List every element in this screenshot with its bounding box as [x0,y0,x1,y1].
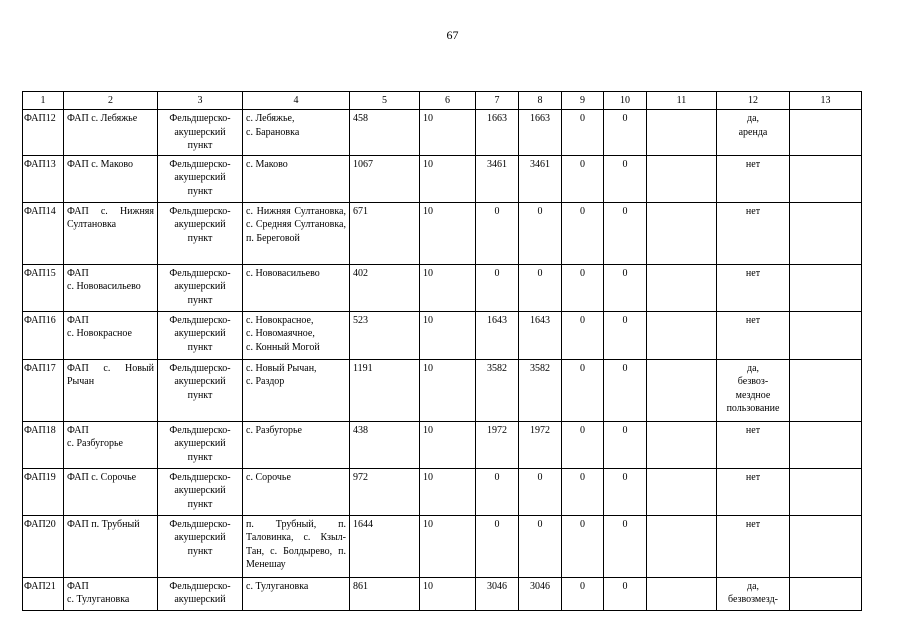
cell-col-11 [647,110,717,156]
cell-col-2: ФАП с. Новый Рычан [64,359,158,421]
cell-col-1: ФАП12 [23,110,64,156]
cell-col-12: нет [717,155,790,202]
column-header-4: 4 [243,92,350,110]
cell-col-11 [647,577,717,610]
cell-col-10: 0 [604,421,647,468]
cell-col-6: 10 [420,421,476,468]
page-number: 67 [446,28,459,42]
cell-col-2: ФАП с. Сорочье [64,468,158,515]
cell-col-9: 0 [562,311,604,359]
cell-col-1: ФАП14 [23,202,64,264]
cell-col-9: 0 [562,421,604,468]
cell-col-8: 3046 [519,577,562,610]
cell-col-6: 10 [420,468,476,515]
table-row [23,577,862,610]
column-header-13: 13 [790,92,862,110]
cell-col-9: 0 [562,202,604,264]
cell-col-9: 0 [562,515,604,577]
cell-col-13 [790,359,862,421]
cell-col-12: нет [717,421,790,468]
cell-col-3: Фельдшерско- акушерский пункт [158,421,243,468]
cell-col-8: 1643 [519,311,562,359]
column-header-11: 11 [647,92,717,110]
cell-col-3: Фельдшерско- акушерский пункт [158,110,243,156]
cell-col-5: 1644 [350,515,420,577]
cell-col-7: 1643 [476,311,519,359]
column-header-6: 6 [420,92,476,110]
column-header-3: 3 [158,92,243,110]
cell-col-6: 10 [420,515,476,577]
cell-col-5: 972 [350,468,420,515]
cell-col-10: 0 [604,577,647,610]
table-row [23,468,862,515]
cell-col-8: 0 [519,202,562,264]
cell-col-11 [647,359,717,421]
cell-col-4: с. Лебяжье, с. Барановка [243,110,350,156]
column-header-5: 5 [350,92,420,110]
column-header-8: 8 [519,92,562,110]
cell-col-6: 10 [420,155,476,202]
cell-col-9: 0 [562,264,604,311]
cell-col-4: с. Нижняя Султановка, с. Средняя Султановка, п. Береговой [243,202,350,264]
cell-col-3: Фельдшерско- акушерский пункт [158,359,243,421]
table-row [23,264,862,311]
column-header-1: 1 [23,92,64,110]
cell-col-3: Фельдшерско- акушерский [158,577,243,610]
cell-col-2: ФАП с. Нижняя Султановка [64,202,158,264]
cell-col-7: 0 [476,264,519,311]
table-row [23,110,862,156]
column-header-12: 12 [717,92,790,110]
cell-col-13 [790,202,862,264]
cell-col-8: 0 [519,264,562,311]
data-table [22,91,862,611]
cell-col-1: ФАП15 [23,264,64,311]
cell-col-2: ФАП с. Лебяжье [64,110,158,156]
cell-col-9: 0 [562,577,604,610]
cell-col-4: с. Новокрасное, с. Новомаячное, с. Конный Могой [243,311,350,359]
cell-col-8: 0 [519,515,562,577]
cell-col-10: 0 [604,515,647,577]
cell-col-4: п. Трубный, п. Таловинка, с. Кзыл-Тан, с. Болдырево, п. Менешау [243,515,350,577]
cell-col-4: с. Тулугановка [243,577,350,610]
cell-col-9: 0 [562,155,604,202]
cell-col-6: 10 [420,311,476,359]
cell-col-8: 3461 [519,155,562,202]
cell-col-6: 10 [420,577,476,610]
table-container [22,91,862,612]
column-header-2: 2 [64,92,158,110]
table-row [23,421,862,468]
cell-col-2: ФАП с. Тулугановка [64,577,158,610]
cell-col-13 [790,468,862,515]
cell-col-7: 1972 [476,421,519,468]
cell-col-12: нет [717,264,790,311]
cell-col-3: Фельдшерско- акушерский пункт [158,202,243,264]
cell-col-12: нет [717,468,790,515]
cell-col-9: 0 [562,468,604,515]
cell-col-10: 0 [604,468,647,515]
cell-col-12: да, безвозмезд- [717,577,790,610]
table-row [23,311,862,359]
cell-col-11 [647,311,717,359]
cell-col-1: ФАП16 [23,311,64,359]
cell-col-11 [647,264,717,311]
cell-col-2: ФАП с. Новокрасное [64,311,158,359]
cell-col-3: Фельдшерско- акушерский пункт [158,264,243,311]
cell-col-12: нет [717,202,790,264]
cell-col-12: нет [717,515,790,577]
cell-col-3: Фельдшерско- акушерский пункт [158,515,243,577]
cell-col-7: 0 [476,202,519,264]
cell-col-12: да, безвоз- мездное пользование [717,359,790,421]
cell-col-10: 0 [604,359,647,421]
cell-col-4: с. Новый Рычан, с. Раздор [243,359,350,421]
cell-col-13 [790,515,862,577]
cell-col-4: с. Сорочье [243,468,350,515]
table-row [23,515,862,577]
cell-col-7: 3046 [476,577,519,610]
cell-col-10: 0 [604,110,647,156]
cell-col-2: ФАП п. Трубный [64,515,158,577]
cell-col-7: 0 [476,515,519,577]
table-body [23,110,862,611]
cell-col-5: 671 [350,202,420,264]
cell-col-5: 1191 [350,359,420,421]
cell-col-7: 3582 [476,359,519,421]
cell-col-3: Фельдшерско- акушерский пункт [158,311,243,359]
cell-col-6: 10 [420,110,476,156]
cell-col-3: Фельдшерско- акушерский пункт [158,468,243,515]
cell-col-4: с. Маково [243,155,350,202]
cell-col-13 [790,264,862,311]
cell-col-1: ФАП17 [23,359,64,421]
cell-col-12: да, аренда [717,110,790,156]
cell-col-12: нет [717,311,790,359]
cell-col-3: Фельдшерско- акушерский пункт [158,155,243,202]
cell-col-6: 10 [420,202,476,264]
cell-col-5: 402 [350,264,420,311]
cell-col-9: 0 [562,110,604,156]
cell-col-5: 523 [350,311,420,359]
cell-col-7: 3461 [476,155,519,202]
table-row [23,202,862,264]
cell-col-7: 1663 [476,110,519,156]
cell-col-5: 458 [350,110,420,156]
cell-col-10: 0 [604,311,647,359]
cell-col-2: ФАП с. Разбугорье [64,421,158,468]
cell-col-9: 0 [562,359,604,421]
cell-col-8: 3582 [519,359,562,421]
cell-col-11 [647,515,717,577]
table-row [23,359,862,421]
table-header-row [23,92,862,110]
cell-col-2: ФАП с. Нововасильево [64,264,158,311]
cell-col-5: 438 [350,421,420,468]
column-header-9: 9 [562,92,604,110]
cell-col-1: ФАП21 [23,577,64,610]
cell-col-11 [647,202,717,264]
cell-col-10: 0 [604,155,647,202]
cell-col-1: ФАП20 [23,515,64,577]
cell-col-1: ФАП18 [23,421,64,468]
cell-col-4: с. Нововасильево [243,264,350,311]
cell-col-10: 0 [604,264,647,311]
cell-col-11 [647,421,717,468]
cell-col-5: 861 [350,577,420,610]
cell-col-6: 10 [420,264,476,311]
cell-col-11 [647,155,717,202]
table-row [23,155,862,202]
cell-col-8: 0 [519,468,562,515]
column-header-10: 10 [604,92,647,110]
cell-col-11 [647,468,717,515]
column-header-7: 7 [476,92,519,110]
cell-col-13 [790,311,862,359]
cell-col-13 [790,577,862,610]
cell-col-13 [790,421,862,468]
cell-col-10: 0 [604,202,647,264]
cell-col-2: ФАП с. Маково [64,155,158,202]
cell-col-13 [790,155,862,202]
cell-col-6: 10 [420,359,476,421]
cell-col-4: с. Разбугорье [243,421,350,468]
cell-col-7: 0 [476,468,519,515]
cell-col-8: 1972 [519,421,562,468]
cell-col-8: 1663 [519,110,562,156]
cell-col-13 [790,110,862,156]
cell-col-1: ФАП13 [23,155,64,202]
cell-col-5: 1067 [350,155,420,202]
cell-col-1: ФАП19 [23,468,64,515]
